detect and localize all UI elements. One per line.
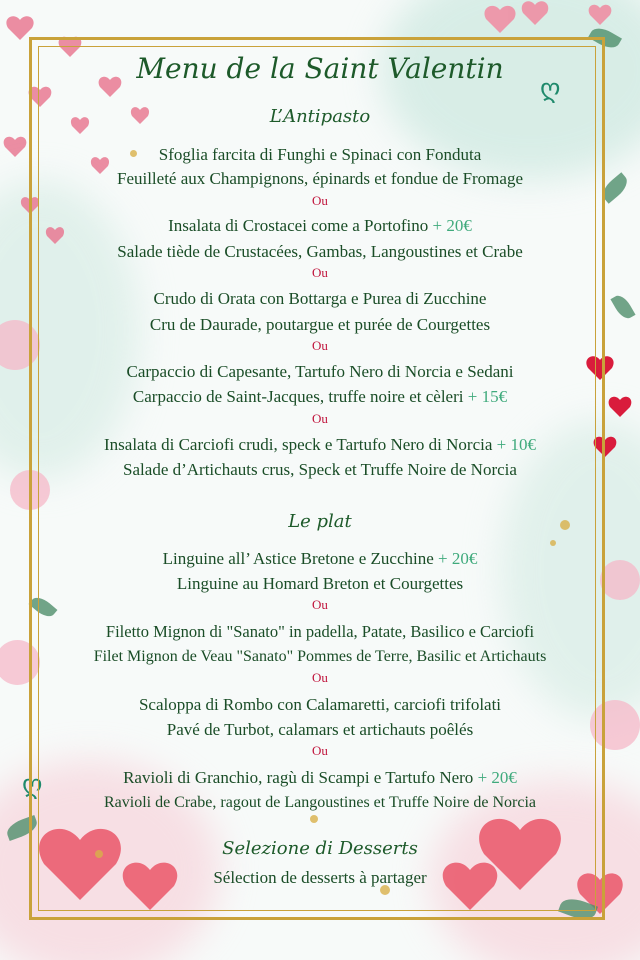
butterfly-icon: ღ (540, 74, 561, 103)
menu-item-name: Carpaccio di Capesante, Tartufo Nero di Norcia e Sedani (126, 362, 514, 381)
menu-item-name: Ravioli di Granchio, ragù di Scampi e Tartufo Nero + 20€ (123, 768, 517, 787)
menu-item-translation: Carpaccio de Saint-Jacques, truffe noire et cèleri + 15€ (132, 387, 508, 406)
price-supplement: + 10€ (496, 435, 536, 454)
menu-item-name: Filetto Mignon di "Sanato" in padella, Patate, Basilico e Carciofi (105, 622, 535, 641)
menu-item-translation: Pavé de Turbot, calamars et artichauts poêlés (166, 720, 474, 739)
or-separator: Ou (312, 265, 328, 280)
menu-item-translation: Feuilleté aux Champignons, épinards et fondue de Fromage (116, 169, 524, 188)
menu-item-translation: Cru de Daurade, poutargue et purée de Courgettes (149, 315, 491, 334)
menu-item-name: Insalata di Carciofi crudi, speck e Tartufo Nero di Norcia + 10€ (104, 435, 536, 454)
or-separator: Ou (312, 411, 328, 426)
section-heading-antipasto: L’Antipasto (269, 106, 371, 127)
section-heading-plat: Le plat (288, 511, 352, 532)
or-separator: Ou (312, 743, 328, 758)
menu-item-translation: Salade d’Artichauts crus, Speck et Truffe Noire de Norcia (123, 460, 517, 479)
butterfly-icon: ღ (22, 770, 43, 799)
menu-item-translation: Filet Mignon de Veau "Sanato" Pommes de Terre, Basilic et Artichauts (93, 648, 547, 665)
or-separator: Ou (312, 193, 328, 208)
menu-item-name: Insalata di Crostacei come a Portofino + 20€ (168, 216, 472, 235)
menu-item-name: Scaloppa di Rombo con Calamaretti, carciofi trifolati (138, 695, 502, 714)
or-separator: Ou (312, 338, 328, 353)
price-supplement: + 20€ (432, 216, 472, 235)
menu-item-name: Sfoglia farcita di Funghi e Spinaci con Fonduta (158, 145, 482, 164)
menu-item-translation: Ravioli de Crabe, ragout de Langoustines et Truffe Noire de Norcia (103, 794, 537, 811)
dessert-line: Sélection de desserts à partager (213, 868, 427, 887)
menu-item-name: Linguine all’ Astice Bretone e Zucchine + 20€ (162, 549, 478, 568)
price-supplement: + 20€ (438, 549, 478, 568)
section-heading-desserts: Selezione di Desserts (222, 838, 418, 859)
or-separator: Ou (312, 670, 328, 685)
menu-title: Menu de la Saint Valentin (136, 52, 504, 85)
price-supplement: + 20€ (477, 768, 517, 787)
or-separator: Ou (312, 597, 328, 612)
menu-item-translation: Salade tiède de Crustacées, Gambas, Langoustines et Crabe (117, 242, 523, 261)
price-supplement: + 15€ (467, 387, 508, 406)
menu-item-name: Crudo di Orata con Bottarga e Purea di Zucchine (153, 289, 487, 308)
menu-item-translation: Linguine au Homard Breton et Courgettes (176, 574, 464, 593)
